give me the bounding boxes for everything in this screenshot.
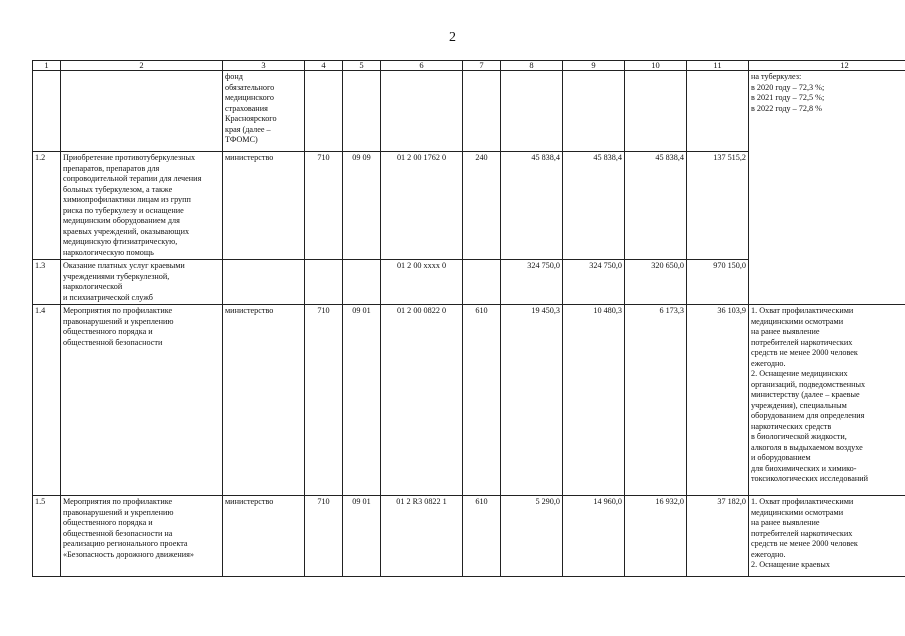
page-number: 2	[449, 30, 456, 45]
amount-2021-cell: 14 960,0	[563, 496, 625, 577]
column-header: 7	[463, 61, 501, 71]
executor-cell: министерство	[223, 152, 305, 260]
amount-2022-cell: 45 838,4	[625, 152, 687, 260]
column-header: 6	[381, 61, 463, 71]
amount-total-cell: 137 515,2	[687, 152, 749, 260]
row-number-cell	[33, 71, 61, 152]
section-code-cell	[343, 260, 381, 305]
amount-2022-cell: 320 650,0	[625, 260, 687, 305]
column-header: 2	[61, 61, 223, 71]
column-header: 9	[563, 61, 625, 71]
executor-cell: министерство	[223, 305, 305, 496]
executor-cell: министерство	[223, 496, 305, 577]
executor-cell	[223, 260, 305, 305]
amount-2022-cell: 6 173,3	[625, 305, 687, 496]
expense-type-cell	[463, 260, 501, 305]
column-number-header-row	[33, 61, 905, 71]
column-header: 12	[749, 61, 905, 71]
measure-name-cell: Мероприятия по профилактике правонарушений и укреплению общественного порядка и общественной безопасности	[61, 305, 223, 496]
amount-2021-cell: 45 838,4	[563, 152, 625, 260]
expected-result-cell: 1. Охват профилактическими медицинскими осмотрами на ранее выявление потребителей наркотических средств не менее 2000 человек ежегодно. 2. Оснащение краевых	[749, 496, 905, 577]
amount-2021-cell: 324 750,0	[563, 260, 625, 305]
expected-result-cell: 1. Охват профилактическими медицинскими осмотрами на ранее выявление потребителей наркотических средств не менее 2000 человек ежегодно. 2. Оснащение медицинских организаций, подведомственных министерству (далее – краевые учреждения), специальным оборудованием для определения наркотических средств в биологической жидкости, алкоголя в выдыхаемом воздухе и оборудованием для биохимических и химико- токсикологических исследований	[749, 305, 905, 496]
grbs-code-cell: 710	[305, 305, 343, 496]
target-article-cell: 01 2 00 1762 0	[381, 152, 463, 260]
row-number-cell: 1.3	[33, 260, 61, 305]
table-row	[33, 305, 905, 496]
section-code-cell: 09 01	[343, 305, 381, 496]
expected-result-cell: на туберкулез: в 2020 году – 72,3 %; в 2021 году – 72,5 %; в 2022 году – 72,8 %	[749, 71, 905, 305]
target-article-cell	[381, 71, 463, 152]
amount-2020-cell	[501, 71, 563, 152]
column-header: 10	[625, 61, 687, 71]
expense-type-cell	[463, 71, 501, 152]
executor-cell: фонд обязательного медицинского страхования Красноярского края (далее – ТФОМС)	[223, 71, 305, 152]
amount-total-cell	[687, 71, 749, 152]
amount-2022-cell: 16 932,0	[625, 496, 687, 577]
target-article-cell: 01 2 R3 0822 1	[381, 496, 463, 577]
row-number-cell: 1.4	[33, 305, 61, 496]
amount-2020-cell: 5 290,0	[501, 496, 563, 577]
amount-total-cell: 970 150,0	[687, 260, 749, 305]
row-number-cell: 1.5	[33, 496, 61, 577]
section-code-cell: 09 01	[343, 496, 381, 577]
column-header: 11	[687, 61, 749, 71]
measure-name-cell: Приобретение противотуберкулезных препаратов, препаратов для сопроводительной терапии для лечения больных туберкулезом, а также химиопрофилактики лицам из групп риска по туберкулезу и оснащение медицинским оборудованием для краевых учреждений, оказывающих медицинскую фтизиатрическую, наркологическую помощь	[61, 152, 223, 260]
section-code-cell	[343, 71, 381, 152]
measure-name-cell: Мероприятия по профилактике правонарушений и укреплению общественного порядка и общественной безопасности на реализацию регионального проекта «Безопасность дорожного движения»	[61, 496, 223, 577]
column-header: 8	[501, 61, 563, 71]
column-header: 5	[343, 61, 381, 71]
measure-name-cell: Оказание платных услуг краевыми учреждениями туберкулезной, наркологической и психиатрической служб	[61, 260, 223, 305]
target-article-cell: 01 2 00 хххх 0	[381, 260, 463, 305]
expense-type-cell: 610	[463, 305, 501, 496]
amount-total-cell: 36 103,9	[687, 305, 749, 496]
measure-name-cell	[61, 71, 223, 152]
amount-total-cell: 37 182,0	[687, 496, 749, 577]
column-header: 4	[305, 61, 343, 71]
section-code-cell: 09 09	[343, 152, 381, 260]
column-header: 1	[33, 61, 61, 71]
grbs-code-cell	[305, 71, 343, 152]
column-header: 3	[223, 61, 305, 71]
table-row	[33, 496, 905, 577]
expense-type-cell: 610	[463, 496, 501, 577]
grbs-code-cell	[305, 260, 343, 305]
row-number-cell: 1.2	[33, 152, 61, 260]
amount-2020-cell: 324 750,0	[501, 260, 563, 305]
amount-2021-cell: 10 480,3	[563, 305, 625, 496]
amount-2020-cell: 45 838,4	[501, 152, 563, 260]
target-article-cell: 01 2 00 0822 0	[381, 305, 463, 496]
amount-2021-cell	[563, 71, 625, 152]
amount-2020-cell: 19 450,3	[501, 305, 563, 496]
table-row	[33, 71, 905, 152]
program-measures-table	[32, 60, 905, 577]
amount-2022-cell	[625, 71, 687, 152]
grbs-code-cell: 710	[305, 152, 343, 260]
grbs-code-cell: 710	[305, 496, 343, 577]
expense-type-cell: 240	[463, 152, 501, 260]
